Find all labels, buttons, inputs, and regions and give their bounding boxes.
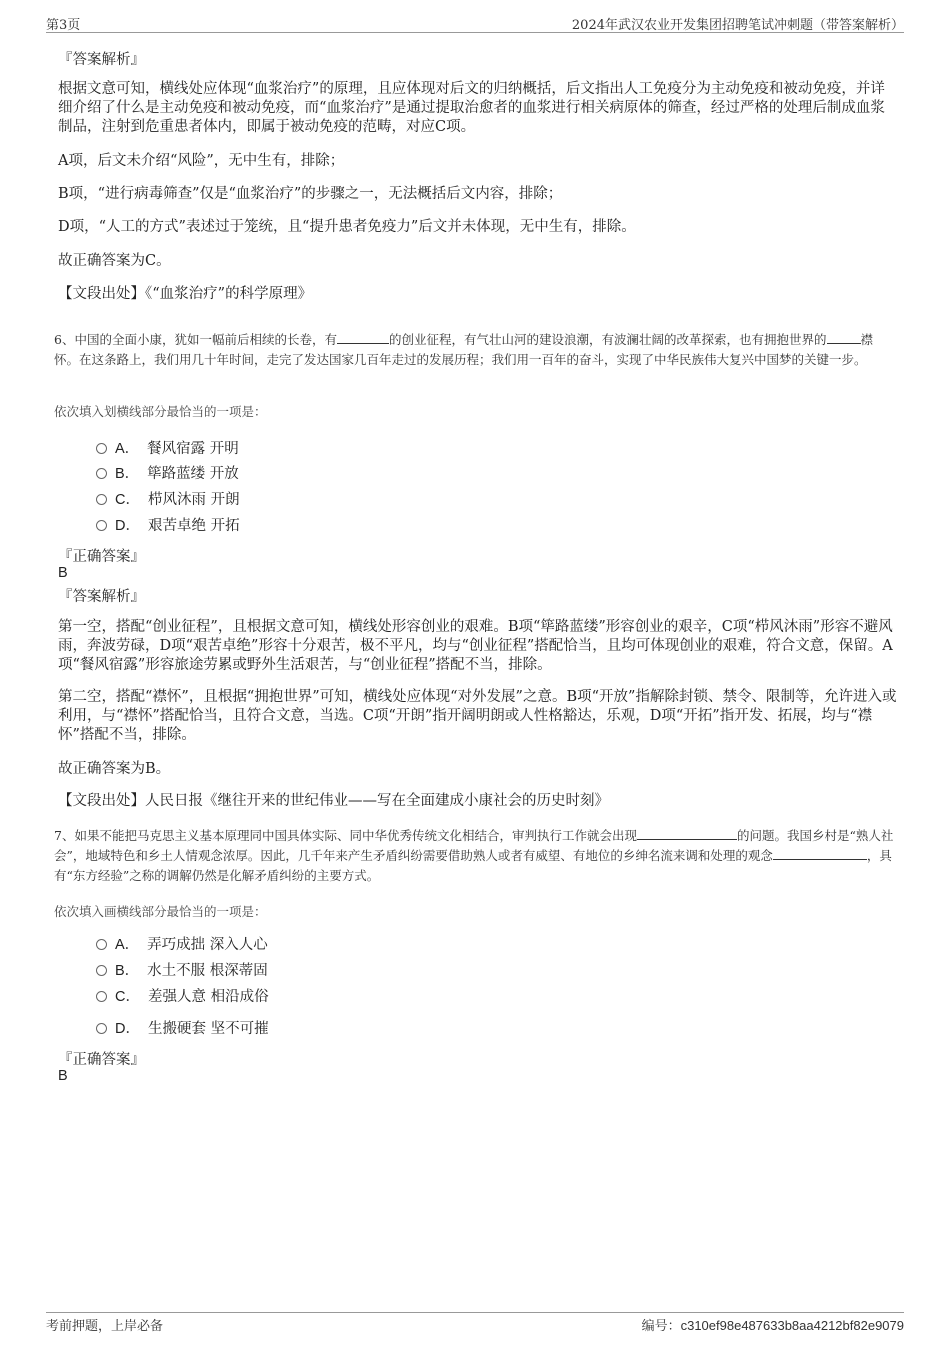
q7-correct-answer: B	[58, 1068, 68, 1084]
q5-analysis-p1: 根据文意可知，横线处应体现“血浆治疗”的原理，且应体现对后文的归纳概括，后文指出人工免疫分为主动免疫和被动免疫，并详细介绍了什么是主动免疫和被动免疫，而“血浆治疗”是通过提取治愈者的血浆进行相关病原体的筛查，经过严格的处理后制成血浆制品，注射到危重患者体内，即属于被动免疫的范畴，对应C项。	[58, 81, 885, 135]
q5-analysis-p3: B项，“进行病毒筛查”仅是“血浆治疗”的步骤之一，无法概括后文内容，排除；	[58, 186, 563, 202]
radio-button-icon[interactable]	[96, 443, 107, 454]
q6-correct-answer: B	[58, 565, 68, 581]
q6-option-a[interactable]: A． 餐风宿露 开明	[96, 439, 239, 459]
q5-source: 【文段出处】《“血浆治疗”的科学原理》	[58, 286, 313, 302]
q5-analysis-p4: D项，“人工的方式”表述过于笼统，且“提升患者免疫力”后文并未体现，无中生有，排除。	[58, 219, 636, 235]
q7-option-d[interactable]: D． 生搬硬套 坚不可摧	[96, 1019, 269, 1039]
q7-option-b[interactable]: B． 水土不服 根深蒂固	[96, 961, 268, 981]
q6-prompt: 依次填入划横线部分最恰当的一项是：	[54, 404, 267, 419]
q6-correct-tag: 『正确答案』	[58, 549, 145, 565]
q6-analysis-tag: 『答案解析』	[58, 589, 145, 605]
q6-analysis-p1: 第一空，搭配“创业征程”，且根据文意可知，横线处形容创业的艰难。B项“筚路蓝缕”形容创业的艰辛，C项“栉风沐雨”形容不避风雨，奔波劳碌，D项“艰苦卓绝”形容十分艰苦，极不平凡，均与“创业征程”搭配恰当，且均可体现创业的艰难，符合文意，保留。A项“餐风宿露”形容旅途劳累或野外生活艰苦，与“创业征程”搭配不当，排除。	[58, 619, 893, 673]
q6-source: 【文段出处】人民日报《继往开来的世纪伟业——写在全面建成小康社会的历史时刻》	[58, 793, 609, 809]
q6-option-b[interactable]: B． 筚路蓝缕 开放	[96, 464, 239, 484]
q6-option-c[interactable]: C． 栉风沐雨 开朗	[96, 490, 240, 510]
q5-answer-line: 故正确答案为C。	[58, 253, 171, 269]
radio-button-icon[interactable]	[96, 520, 107, 531]
page-footer	[46, 1312, 904, 1335]
page-header	[46, 12, 904, 33]
q7-option-c[interactable]: C． 差强人意 相沿成俗	[96, 987, 269, 1007]
radio-button-icon[interactable]	[96, 494, 107, 505]
q7-blank-1	[637, 827, 737, 840]
radio-button-icon[interactable]	[96, 965, 107, 976]
q6-analysis-p2: 第二空，搭配“襟怀”，且根据“拥抱世界”可知，横线处应体现“对外发展”之意。B项“开放”指解除封锁、禁令、限制等，允许进入或利用，与“襟怀”搭配恰当，且符合文意，当选。C项“开朗”指开阔明朗或人性格豁达，乐观，D项“开拓”指开发、拓展，均与“襟怀”搭配不当，排除。	[58, 689, 897, 743]
footer-doc-id: 编号：c310ef98e487633b8aa4212bf82e9079	[641, 1318, 904, 1334]
radio-button-icon[interactable]	[96, 1023, 107, 1034]
footer-slogan: 考前押题，上岸必备	[46, 1319, 164, 1334]
q6-stem: 6、中国的全面小康，犹如一幅前后相续的长卷，有 的创业征程，有气壮山河的建设浪潮，有波澜壮阔的改革探索，也有拥抱世界的 襟怀。在这条路上，我们用几十年时间，走完了发达国家几百年走过的发展历程；我们用一百年的奋斗，实现了中华民族伟大复兴中国梦的关键一步。	[54, 332, 874, 367]
page-number: 第3页	[46, 18, 81, 33]
q6-option-d[interactable]: D． 艰苦卓绝 开拓	[96, 516, 240, 536]
q6-answer-line: 故正确答案为B。	[58, 761, 171, 777]
q6-blank-1	[337, 331, 389, 344]
q7-correct-tag: 『正确答案』	[58, 1052, 145, 1068]
q7-option-a[interactable]: A． 弄巧成拙 深入人心	[96, 935, 268, 955]
q5-analysis-tag: 『答案解析』	[58, 52, 145, 68]
q7-stem: 7、如果不能把马克思主义基本原理同中国具体实际、同中华优秀传统文化相结合，审判执行工作就会出现 的问题。我国乡村是“熟人社会”，地域特色和乡土人情观念浓厚。因此，几千年来产生矛盾纠纷需要借助熟人或者有威望、有地位的乡绅名流来调和处理的观念 ，具有“东方经验”之称的调解仍然是化解矛盾纠纷的主要方式。	[54, 828, 894, 883]
q6-blank-2	[827, 331, 861, 344]
document-title: 2024年武汉农业开发集团招聘笔试冲刺题（带答案解析）	[571, 18, 904, 33]
q7-prompt: 依次填入画横线部分最恰当的一项是：	[54, 904, 267, 919]
q7-blank-2	[773, 847, 867, 860]
radio-button-icon[interactable]	[96, 939, 107, 950]
q5-analysis-p2: A项，后文未介绍“风险”，无中生有，排除；	[58, 153, 345, 169]
radio-button-icon[interactable]	[96, 991, 107, 1002]
radio-button-icon[interactable]	[96, 468, 107, 479]
